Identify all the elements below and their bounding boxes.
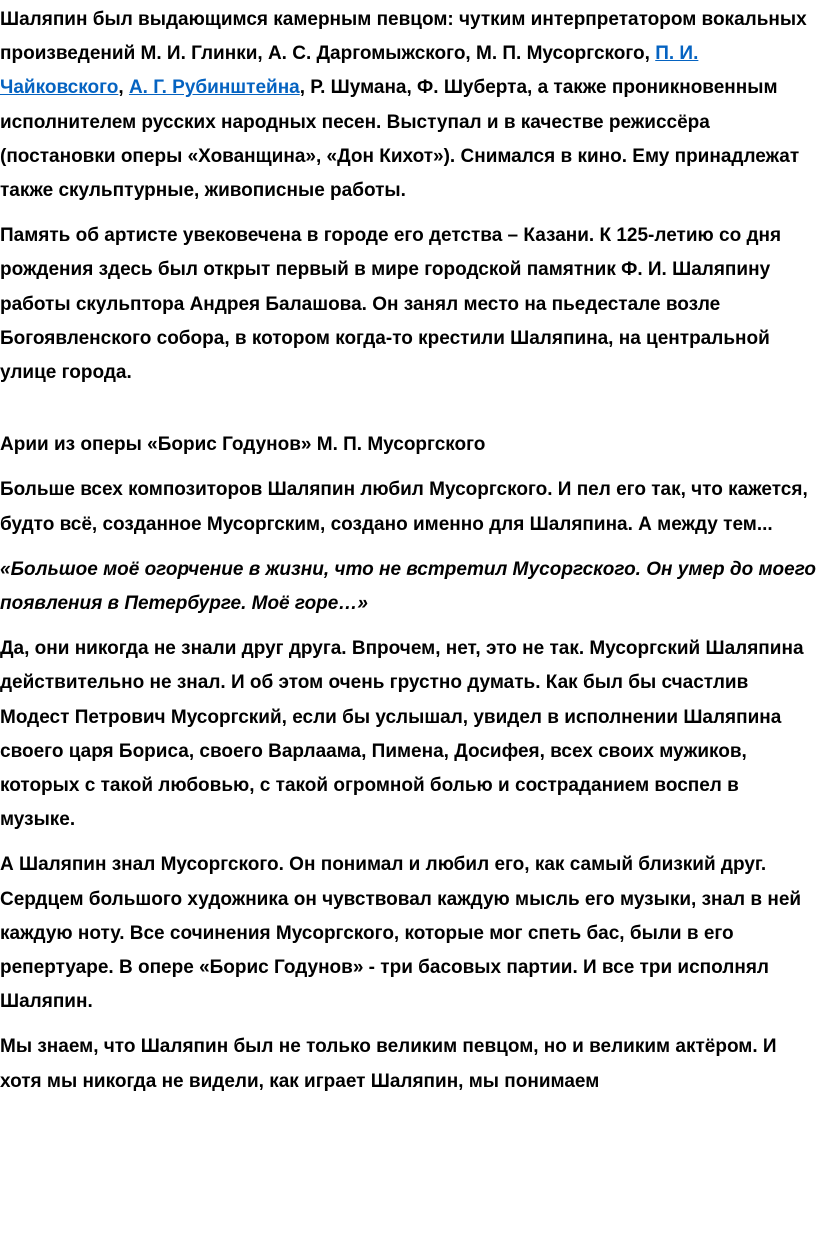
link-tchaikovsky[interactable]: П. И. Чайковского	[0, 43, 699, 99]
section-heading: Арии из оперы «Борис Годунов» М. П. Мусоргского	[0, 434, 486, 456]
separator-text: ,	[118, 77, 129, 99]
paragraph-biography	[0, 3, 816, 208]
paragraph-quote	[0, 553, 816, 621]
paragraph-favorite-composer: Больше всех композиторов Шаляпин любил Мусоргского. И пел его так, что кажется, будто всё, созданное Мусоргским, создано именно для Шаляпина. А между тем...	[0, 479, 808, 535]
paragraph-great-actor: Мы знаем, что Шаляпин был не только великим певцом, но и великим актёром. И хотя мы никогда не видели, как играет Шаляпин, мы понимаем	[0, 1036, 777, 1092]
paragraph-biography-text-after: , Р. Шумана, Ф. Шуберта, а также проникновенным исполнителем русских народных песен. Выступал и в качестве режиссёра (постановки оперы «Хованщина», «Дон Кихот»). Снимался в кино. Ему принадлежат также скульптурные, живописные работы.	[0, 77, 800, 202]
quote-text: «Большое моё огорчение в жизни, что не встретил Мусоргского. Он умер до моего появления в Петербурге. Моё горе…»	[0, 558, 816, 615]
paragraph-knew-mussorgsky: А Шаляпин знал Мусоргского. Он понимал и любил его, как самый близкий друг. Сердцем большого художника он чувствовал каждую мысль его музыки, знал в ней каждую ноту. Все сочинения Мусоргского, которые мог спеть бас, были в его репертуаре. В опере «Борис Годунов» - три басовых партии. И все три исполнял Шаляпин.	[0, 854, 802, 1013]
paragraph-never-met: Да, они никогда не знали друг друга. Впрочем, нет, это не так. Мусоргский Шаляпина действительно не знал. И об этом очень грустно думать. Как был бы счастлив Модест Петрович Мусоргский, если бы услышал, увидел в исполнении Шаляпина своего царя Бориса, своего Варлаама, Пимена, Досифея, всех своих мужиков, которых с такой любовью, с такой огромной болью и состраданием воспел в музыке.	[0, 638, 804, 831]
link-rubinstein[interactable]: А. Г. Рубинштейна	[128, 77, 300, 99]
paragraph-biography-text-before: Шаляпин был выдающимся камерным певцом: чутким интерпретатором вокальных произведений М. И. Глинки, А. С. Даргомыжского, М. П. Мусоргского,	[0, 9, 807, 65]
paragraph-memorial: Память об артисте увековечена в городе его детства – Казани. К 125-летию со дня рождения здесь был открыт первый в мире городской памятник Ф. И. Шаляпину работы скульптора Андрея Балашова. Он занял место на пьедестале возле Богоявленского собора, в котором когда-то крестили Шаляпина, на центральной улице города.	[0, 225, 782, 384]
